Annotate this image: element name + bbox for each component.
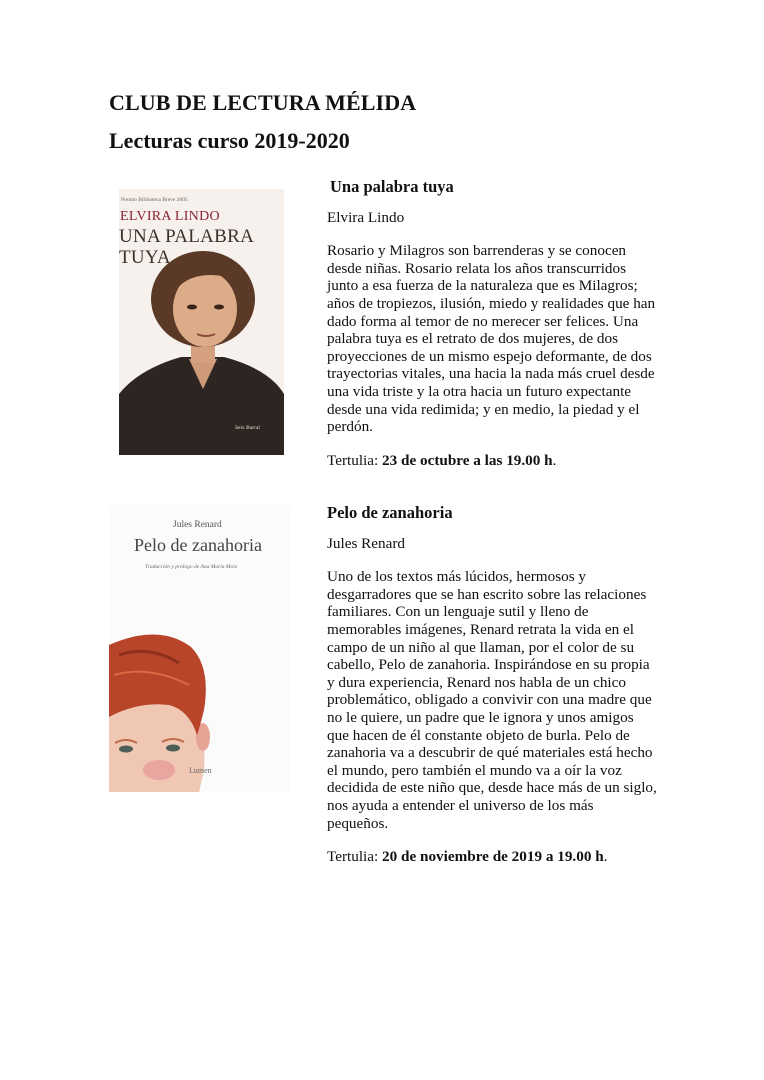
cover-title-line1: UNA PALABRA bbox=[119, 226, 255, 247]
cover-publisher: Lumen bbox=[189, 766, 212, 775]
cover-author: ELVIRA LINDO bbox=[120, 209, 220, 224]
tertulia-end: . bbox=[552, 451, 557, 469]
tertulia-date: 20 de noviembre de 2019 a 19.00 h bbox=[382, 848, 604, 866]
cover-portrait-woman bbox=[119, 189, 284, 455]
cover-portrait-red-haired-boy bbox=[109, 505, 291, 792]
page-subtitle: Lecturas curso 2019-2020 bbox=[109, 128, 350, 153]
cover-author: Jules Renard bbox=[173, 520, 222, 530]
cover-title-line2: TUYA bbox=[119, 247, 171, 268]
book-title: Una palabra tuya bbox=[330, 177, 454, 196]
tertulia-line bbox=[327, 848, 657, 866]
book-cover-pelo-de-zanahoria bbox=[109, 505, 291, 792]
cover-translator: Traducción y prólogo de Ana María Moix bbox=[145, 564, 238, 570]
book-entry-una-palabra-tuya bbox=[327, 178, 657, 469]
book-description: Rosario y Milagros son barrenderas y se conocen desde niñas. Rosario relata los años transcurridos junto a esa fuerza de la naturaleza que es Milagros; años de tropiezos, ilusión, miedo y realidades que han dado forma al temor de no merecer ser felices. Una palabra tuya es el retrato de dos mujeres, de dos proyecciones de un mismo espejo deformante, de dos trayectorias vitales, una hacia la nada más cruel desde una vida triste y la otra hacia un futuro expectante desde una vida redimida; y en medio, la piedad y el perdón. bbox=[327, 242, 656, 436]
book-cover-una-palabra-tuya bbox=[119, 189, 284, 455]
tertulia-date: 23 de octubre a las 19.00 h bbox=[382, 451, 553, 469]
book-description: Uno de los textos más lúcidos, hermosos y desgarradores que se han escrito sobre las relaciones familiares. Con un lenguaje sutil y lleno de memorables imágenes, Renard retrata la vida en el campo de un niño al que llaman, por el color de su cabello, Pelo de zanahoria. Inspirándose en su propia y dura experiencia, Renard nos habla de un chico problemático, obligado a convivir con una madre que no le quiere, un padre que le ignora y unos amigos que hacen de él constante objeto de burla. Pelo de zanahoria va a descubrir de qué materiales está hecho el mundo, pero también el mundo va a oír la voz decidida de este niño que, desde hace más de un siglo, nos ayuda a entender el universo de los más pequeños. bbox=[327, 568, 657, 832]
tertulia-line bbox=[327, 452, 657, 470]
cover-title: Pelo de zanahoria bbox=[134, 535, 262, 555]
cover-award: Premio Biblioteca Breve 2005 bbox=[121, 197, 188, 203]
book-author: Elvira Lindo bbox=[327, 208, 405, 226]
page-title: CLUB DE LECTURA MÉLIDA bbox=[109, 90, 417, 115]
cover-publisher: Seix Barral bbox=[235, 425, 260, 431]
tertulia-end: . bbox=[603, 848, 608, 866]
book-author: Jules Renard bbox=[327, 534, 406, 552]
book-title: Pelo de zanahoria bbox=[327, 503, 453, 522]
tertulia-label: Tertulia: bbox=[327, 451, 383, 469]
tertulia-label: Tertulia: bbox=[327, 848, 383, 866]
book-entry-pelo-de-zanahoria bbox=[327, 504, 657, 866]
